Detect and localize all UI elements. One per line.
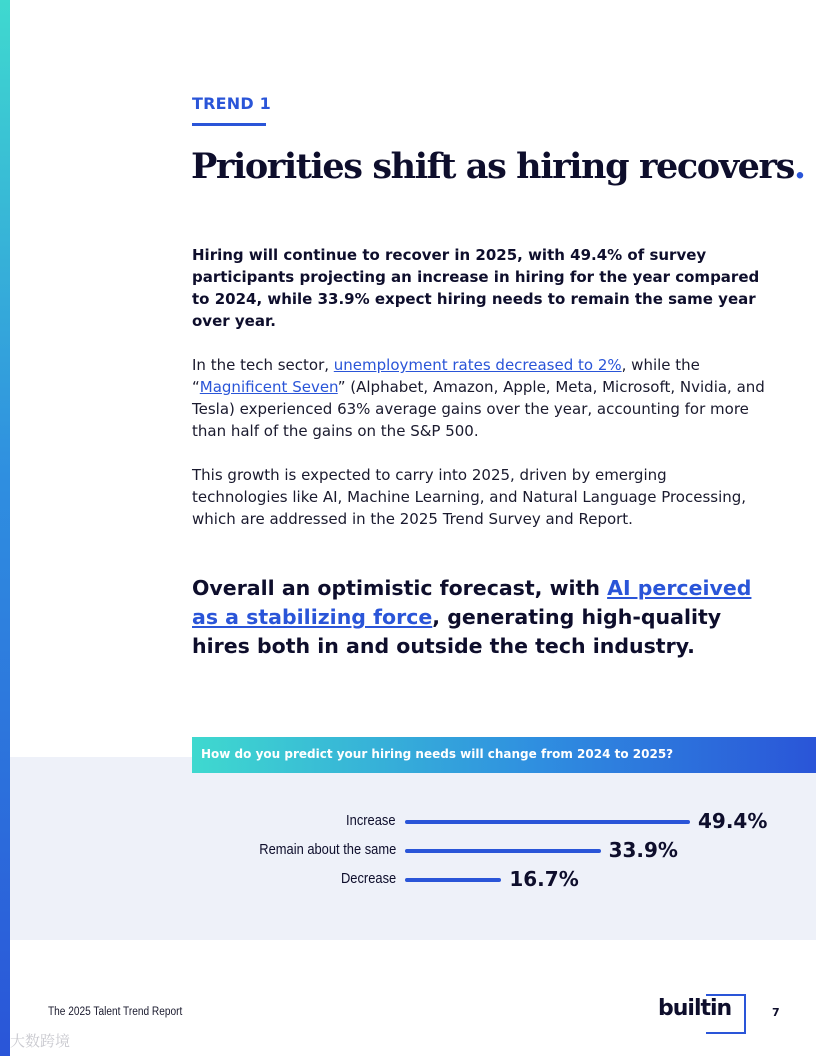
callout-statement [192, 574, 777, 661]
chart-question-banner [192, 737, 816, 773]
title-accent-dot: . [793, 146, 805, 187]
bar-label-2: Decrease [340, 870, 396, 887]
callout-text-end: , generating high-quality hires both in and outside the tech industry. [192, 605, 722, 658]
tech-sector-paragraph [192, 354, 767, 442]
bar-2 [405, 878, 501, 882]
bar-label-0: Increase [346, 812, 396, 829]
section-eyebrow: TREND 1 [192, 94, 271, 113]
chart-title: How do you predict your hiring needs will change from 2024 to 2025? [201, 747, 674, 761]
growth-paragraph: This growth is expected to carry into 2025, driven by emerging technologies like AI, Machine Learning, and Natural Language Processing, which are addressed in the 2025 Trend Survey and Report. [192, 466, 747, 528]
logo-bracket-icon [706, 994, 746, 1034]
logo-wordmark: builtin [658, 996, 732, 1021]
watermark: 大数跨境 [10, 1032, 71, 1050]
page-number: 7 [772, 1006, 780, 1019]
magnificent-seven-link[interactable]: Magnificent Seven [199, 378, 338, 396]
builtin-logo [658, 994, 748, 1032]
para1-text-end: ” (Alphabet, Amazon, Apple, Meta, Microsoft, Nvidia, and Tesla) experienced 63% average gains over the year, accounting for more than half of the gains on the S&P 500. [192, 378, 765, 440]
callout-text-start: Overall an optimistic forecast, with [192, 576, 608, 600]
page-title [191, 146, 805, 187]
page-title-text: Priorities shift as hiring recovers [191, 146, 794, 187]
bar-value-label-1: 33.9% [608, 838, 678, 862]
ai-perceived-link[interactable]: AI perceived [607, 576, 752, 600]
eyebrow-underline [192, 123, 266, 126]
bar-value-label-0: 49.4% [698, 809, 768, 833]
hiring-needs-bar-chart [0, 810, 816, 910]
lead-paragraph: Hiring will continue to recover in 2025, with 49.4% of survey participants projecting an increase in hiring for the year compared to 2024, while 33.9% expect hiring needs to remain the same year over year. [192, 246, 760, 330]
bar-label-1: Remain about the same [259, 841, 396, 858]
bar-value-label-2: 16.7% [509, 867, 579, 891]
stabilizing-force-link[interactable]: as a stabilizing force [192, 605, 433, 629]
bar-0 [405, 820, 690, 824]
para1-text-start: In the tech sector, [192, 356, 334, 374]
para1-text-mid: , while the “ [192, 356, 700, 396]
report-name: The 2025 Talent Trend Report [48, 1006, 183, 1018]
unemployment-rates-link[interactable]: unemployment rates decreased to 2% [333, 356, 622, 374]
bar-1 [405, 849, 601, 853]
